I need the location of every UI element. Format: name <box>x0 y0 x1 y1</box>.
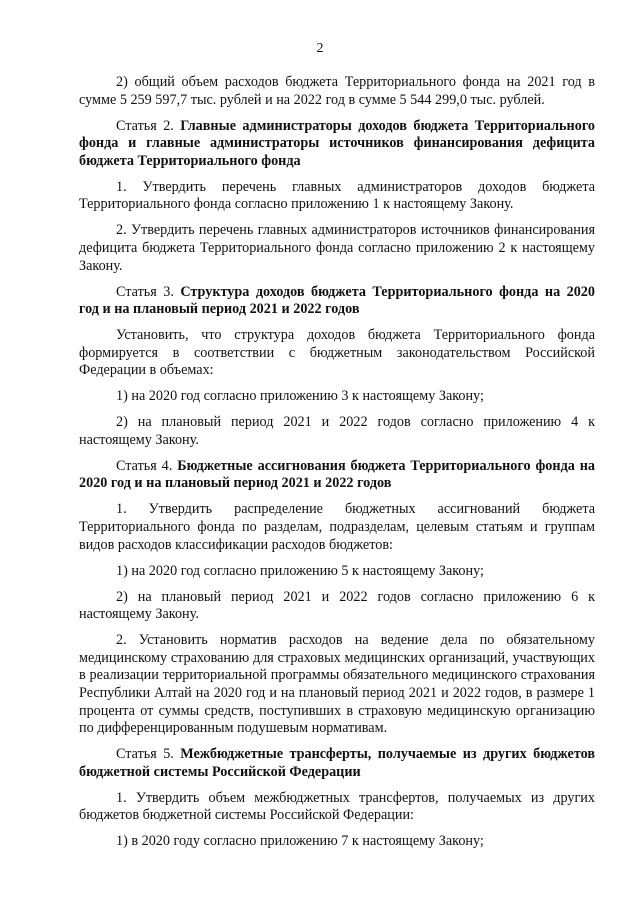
paragraph: 1) на 2020 год согласно приложению 5 к настоящему Закону; <box>116 562 484 579</box>
paragraph: 2) на плановый период 2021 и 2022 годов согласно приложению 4 к настоящему Закону. <box>79 414 595 448</box>
article-4-heading <box>79 458 595 493</box>
article-3-heading <box>79 284 595 319</box>
page-number: 2 <box>316 41 324 56</box>
article-title: Главные администраторы доходов бюджета Территориального фонда и главные администраторы источников финансирования дефицита бюджета Территориального фонда <box>79 117 595 169</box>
article-prefix: Статья 4. <box>116 457 173 474</box>
paragraph: 2. Утвердить перечень главных администраторов источников финансирования дефицита бюджета Территориального фонда согласно приложению 2 к настоящему Закону. <box>79 222 595 274</box>
paragraph: Установить, что структура доходов бюджета Территориального фонда формируется в соответствии с бюджетным законодательством Российской Федерации в объемах: <box>79 327 595 379</box>
article-prefix: Статья 3. <box>116 283 174 300</box>
paragraph: 2) на плановый период 2021 и 2022 годов согласно приложению 6 к настоящему Закону. <box>79 588 595 623</box>
article-2-heading <box>79 118 595 171</box>
paragraph: 1. Утвердить перечень главных администраторов доходов бюджета Территориального фонда согласно приложению 1 к настоящему Закону. <box>79 178 595 213</box>
paragraph: 1. Утвердить объем межбюджетных трансфертов, получаемых из других бюджетов бюджетной системы Российской Федерации: <box>79 789 595 824</box>
article-title: Межбюджетные трансферты, получаемые из других бюджетов бюджетной системы Российской Федерации <box>79 746 595 780</box>
article-prefix: Статья 5. <box>116 746 174 763</box>
paragraph: 1) на 2020 год согласно приложению 3 к настоящему Закону; <box>116 388 484 405</box>
paragraph: 2. Установить норматив расходов на ведение дела по обязательному медицинскому страхованию для страховых медицинских организаций, участвующих в реализации территориальной программы обязательного медицинского страхования Республики Алтай на 2020 год и на плановый период 2021 и 2022 годов, в размере 1 процента от суммы средств, поступивших в страховую медицинскую организацию по дифференцированным подушевым нормативам. <box>79 632 595 737</box>
paragraph: 2) общий объем расходов бюджета Территориального фонда на 2021 год в сумме 5 259 597,7 тыс. рублей и на 2022 год в сумме 5 544 299,0 тыс. рублей. <box>79 74 595 108</box>
article-title: Структура доходов бюджета Территориального фонда на 2020 год и на плановый период 2021 и 2022 годов <box>79 283 595 318</box>
article-title: Бюджетные ассигнования бюджета Территориального фонда на 2020 год и на плановый период 2021 и 2022 годов <box>79 457 595 492</box>
paragraph: 1) в 2020 году согласно приложению 7 к настоящему Закону; <box>116 833 484 850</box>
article-prefix: Статья 2. <box>116 117 174 134</box>
article-5-heading <box>79 746 595 781</box>
document-body <box>79 74 595 859</box>
paragraph: 1. Утвердить распределение бюджетных ассигнований бюджета Территориального фонда по разделам, подразделам, целевым статьям и группам видов расходов классификации расходов бюджетов: <box>79 501 595 553</box>
